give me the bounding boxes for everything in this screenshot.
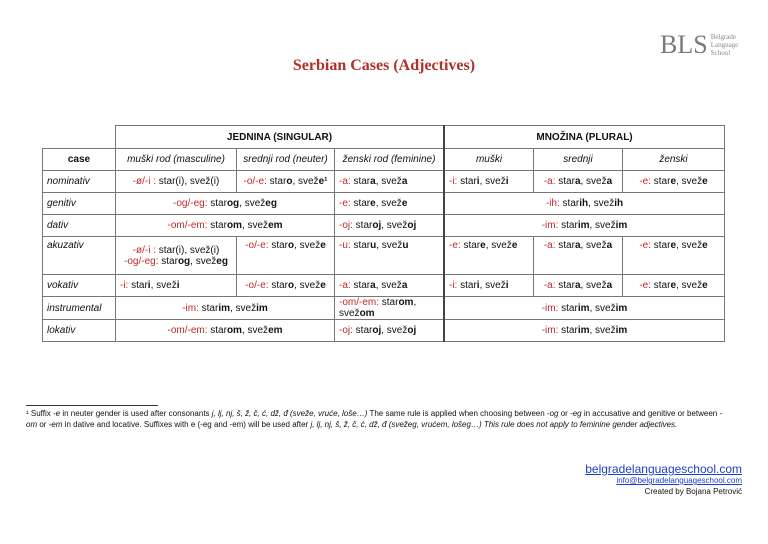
form-cell: -i: stari, sveži — [116, 275, 237, 297]
form-cell: -om/-em: starom, svežem — [116, 320, 335, 342]
form-cell: -o/-e: staro, sveže — [237, 275, 335, 297]
group-header-row — [43, 126, 725, 149]
form-cell: -o/-e: staro, sveže — [237, 237, 335, 275]
col-sg-masculine: muški rod (masculine) — [116, 149, 237, 171]
table-row — [43, 193, 725, 215]
form-cell: -e: stare, sveže — [444, 237, 534, 275]
form-cell: -im: starim, svežim — [116, 297, 335, 320]
form-cell: -ø/-i : star(i), svež(i) -og/-eg: starog, svežeg — [116, 237, 237, 275]
footnote-divider — [26, 405, 158, 406]
case-name: nominativ — [43, 171, 116, 193]
form-cell: -o/-e: staro, sveže¹ — [237, 171, 335, 193]
logo-line: Language — [710, 41, 739, 49]
form-cell: -e: stare, sveže — [623, 275, 725, 297]
form-cell: -oj: staroj, svežoj — [335, 320, 445, 342]
form-cell: -e: stare, sveže — [623, 237, 725, 275]
case-name: lokativ — [43, 320, 116, 342]
col-pl-neuter: srednji — [534, 149, 623, 171]
footnote: ¹ Suffix -e in neuter gender is used after consonants j, lj, nj, š, ž, č, ć, dž, đ (sveže, vruće, loše…) The same rule is applied when choosing between -og or -eg in accusative and genitive or between -om or -em in dative and locative. Suffixes with e (-eg and -em) will be used after j, lj, nj, š, ž, č, ć, dž, đ (svežeg, vrućem, lošeg…) This rule does not apply to feminine gender adjectives. — [26, 409, 723, 429]
table-row — [43, 275, 725, 297]
table-row — [43, 297, 725, 320]
table-row — [43, 215, 725, 237]
form-cell: -u: staru, svežu — [335, 237, 445, 275]
logo-line: Belgrade — [710, 33, 736, 41]
form-cell: -im: starim, svežim — [444, 320, 725, 342]
empty-corner — [43, 126, 116, 149]
form-cell: -om/-em: starom, svežem — [116, 215, 335, 237]
case-name: dativ — [43, 215, 116, 237]
email-link[interactable]: info@belgradelanguageschool.com — [616, 476, 742, 485]
logo-mark: BLS — [660, 30, 708, 59]
form-cell: -i: stari, sveži — [444, 275, 534, 297]
form-cell: -oj: staroj, svežoj — [335, 215, 445, 237]
form-cell: -a: stara, sveža — [534, 275, 623, 297]
form-cell: -i: stari, sveži — [444, 171, 534, 193]
form-cell: -ih: starih, svežih — [444, 193, 725, 215]
logo-text — [711, 33, 739, 57]
form-cell: -a: stara, sveža — [335, 275, 445, 297]
school-logo — [660, 30, 738, 60]
plural-header: MNOŽINA (PLURAL) — [444, 126, 725, 149]
logo-line: School — [710, 49, 731, 57]
form-cell: -e: stare, sveže — [335, 193, 445, 215]
cases-table — [42, 125, 725, 342]
table-row — [43, 237, 725, 275]
col-sg-feminine: ženski rod (feminine) — [335, 149, 445, 171]
form-cell: -a: stara, sveža — [534, 171, 623, 193]
col-pl-feminine: ženski — [623, 149, 725, 171]
case-column-header: case — [43, 149, 116, 171]
form-cell: -og/-eg: starog, svežeg — [116, 193, 335, 215]
case-name: akuzativ — [43, 237, 116, 275]
col-pl-masculine: muški — [444, 149, 534, 171]
website-link[interactable]: belgradelanguageschool.com — [585, 462, 742, 476]
case-name: genitiv — [43, 193, 116, 215]
col-sg-neuter: srednji rod (neuter) — [237, 149, 335, 171]
table-row — [43, 320, 725, 342]
form-cell: -im: starim, svežim — [444, 297, 725, 320]
table-row — [43, 171, 725, 193]
form-cell: -om/-em: starom, svežom — [335, 297, 445, 320]
form-cell: -a: stara, sveža — [335, 171, 445, 193]
form-cell: -ø/-i : star(i), svež(i) — [116, 171, 237, 193]
form-cell: -a: stara, sveža — [534, 237, 623, 275]
case-name: instrumental — [43, 297, 116, 320]
author-credit: Created by Bojana Petrović — [644, 487, 742, 496]
case-name: vokativ — [43, 275, 116, 297]
form-cell: -im: starim, svežim — [444, 215, 725, 237]
form-cell: -e: stare, sveže — [623, 171, 725, 193]
page-title: Serbian Cases (Adjectives) — [292, 57, 476, 74]
column-header-row — [43, 149, 725, 171]
singular-header: JEDNINA (SINGULAR) — [116, 126, 445, 149]
